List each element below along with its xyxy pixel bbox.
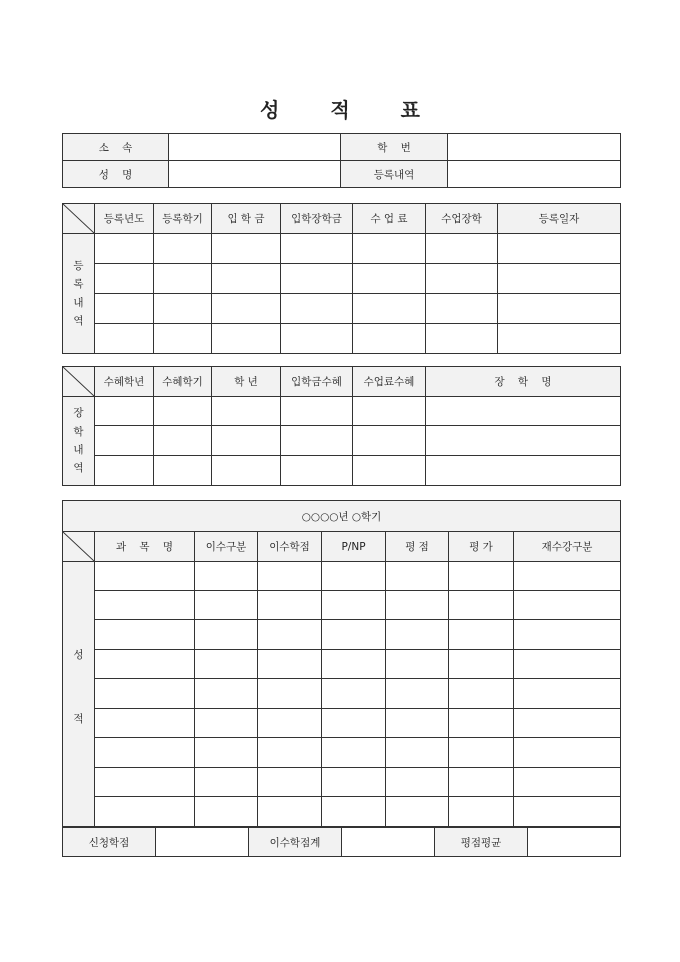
table-cell[interactable] <box>426 426 621 456</box>
table-cell[interactable] <box>195 797 258 827</box>
table-cell[interactable] <box>95 456 154 486</box>
table-cell[interactable] <box>212 264 281 294</box>
table-cell[interactable] <box>322 709 386 738</box>
table-cell[interactable] <box>514 620 621 650</box>
header-course-type: 이수구분 <box>195 532 258 562</box>
table-cell[interactable] <box>95 426 154 456</box>
table-cell[interactable] <box>258 768 322 797</box>
gpa-field[interactable] <box>528 828 621 857</box>
table-cell[interactable] <box>514 591 621 620</box>
registration-label: 등록내역 <box>341 161 448 188</box>
table-cell[interactable] <box>449 738 514 768</box>
table-cell[interactable] <box>258 679 322 709</box>
table-cell[interactable] <box>281 397 353 426</box>
table-cell[interactable] <box>386 768 449 797</box>
table-cell[interactable] <box>95 738 195 768</box>
table-cell[interactable] <box>426 294 498 324</box>
diagonal-corner-cell <box>63 532 95 562</box>
table-cell[interactable] <box>386 679 449 709</box>
header-reg-date: 등록일자 <box>498 204 621 234</box>
table-cell[interactable] <box>498 234 621 264</box>
table-cell[interactable] <box>212 397 281 426</box>
table-cell[interactable] <box>449 797 514 827</box>
table-cell[interactable] <box>212 234 281 264</box>
table-cell[interactable] <box>195 620 258 650</box>
table-cell[interactable] <box>322 591 386 620</box>
table-cell[interactable] <box>353 264 426 294</box>
table-cell[interactable] <box>95 709 195 738</box>
grades-side-label: 성 적 <box>63 562 95 827</box>
header-admission-benefit: 입학금수혜 <box>281 367 353 397</box>
table-cell[interactable] <box>386 738 449 768</box>
name-label: 성 명 <box>63 161 169 188</box>
summary-table <box>62 827 621 857</box>
student-id-label: 학 번 <box>341 134 448 161</box>
table-cell[interactable] <box>386 709 449 738</box>
table-cell[interactable] <box>426 324 498 354</box>
table-cell[interactable] <box>514 709 621 738</box>
header-tuition: 수 업 료 <box>353 204 426 234</box>
table-cell[interactable] <box>95 397 154 426</box>
table-cell[interactable] <box>154 397 212 426</box>
table-cell[interactable] <box>353 456 426 486</box>
table-cell[interactable] <box>514 738 621 768</box>
table-cell[interactable] <box>95 324 154 354</box>
header-subject-name: 과 목 명 <box>95 532 195 562</box>
info-table <box>62 133 621 188</box>
student-id-field[interactable] <box>448 134 621 161</box>
table-cell[interactable] <box>353 234 426 264</box>
table-cell[interactable] <box>426 397 621 426</box>
table-cell[interactable] <box>514 768 621 797</box>
table-cell[interactable] <box>449 679 514 709</box>
table-cell[interactable] <box>322 620 386 650</box>
table-cell[interactable] <box>386 650 449 679</box>
table-cell[interactable] <box>449 591 514 620</box>
applied-credits-label: 신청학점 <box>63 828 156 857</box>
table-cell[interactable] <box>95 768 195 797</box>
table-cell[interactable] <box>154 324 212 354</box>
header-tuition-scholarship: 수업장학 <box>426 204 498 234</box>
table-cell[interactable] <box>514 650 621 679</box>
table-cell[interactable] <box>195 768 258 797</box>
table-cell[interactable] <box>195 709 258 738</box>
table-cell[interactable] <box>195 591 258 620</box>
affiliation-label: 소 속 <box>63 134 169 161</box>
table-cell[interactable] <box>281 426 353 456</box>
header-benefit-grade: 수혜학년 <box>95 367 154 397</box>
table-cell[interactable] <box>95 562 195 591</box>
table-cell[interactable] <box>514 797 621 827</box>
table-cell[interactable] <box>212 456 281 486</box>
table-cell[interactable] <box>281 264 353 294</box>
page-title: 성 적 표 <box>260 98 442 122</box>
earned-credits-field[interactable] <box>342 828 435 857</box>
table-cell[interactable] <box>386 562 449 591</box>
table-cell[interactable] <box>195 738 258 768</box>
table-cell[interactable] <box>353 397 426 426</box>
table-cell[interactable] <box>95 650 195 679</box>
table-cell[interactable] <box>258 738 322 768</box>
table-cell[interactable] <box>386 620 449 650</box>
table-cell[interactable] <box>195 650 258 679</box>
earned-credits-label: 이수학점계 <box>249 828 342 857</box>
table-cell[interactable] <box>258 620 322 650</box>
table-cell[interactable] <box>95 294 154 324</box>
table-cell[interactable] <box>258 709 322 738</box>
table-cell[interactable] <box>95 234 154 264</box>
table-cell[interactable] <box>353 324 426 354</box>
table-cell[interactable] <box>449 768 514 797</box>
table-cell[interactable] <box>258 562 322 591</box>
table-cell[interactable] <box>154 264 212 294</box>
table-cell[interactable] <box>426 264 498 294</box>
diagonal-corner-cell <box>63 204 95 234</box>
table-cell[interactable] <box>322 650 386 679</box>
table-cell[interactable] <box>386 797 449 827</box>
table-cell[interactable] <box>514 562 621 591</box>
table-cell[interactable] <box>449 650 514 679</box>
registration-table <box>62 203 621 354</box>
table-cell[interactable] <box>258 650 322 679</box>
table-cell[interactable] <box>212 324 281 354</box>
table-cell[interactable] <box>498 294 621 324</box>
table-cell[interactable] <box>95 679 195 709</box>
table-cell[interactable] <box>449 709 514 738</box>
table-cell[interactable] <box>281 234 353 264</box>
table-cell[interactable] <box>212 426 281 456</box>
affiliation-field[interactable] <box>169 134 341 161</box>
header-pnp: P/NP <box>322 532 386 562</box>
table-cell[interactable] <box>154 234 212 264</box>
table-cell[interactable] <box>353 426 426 456</box>
table-cell[interactable] <box>95 797 195 827</box>
table-cell[interactable] <box>154 456 212 486</box>
table-cell[interactable] <box>353 294 426 324</box>
table-cell[interactable] <box>281 456 353 486</box>
header-reg-term: 등록학기 <box>154 204 212 234</box>
table-cell[interactable] <box>154 294 212 324</box>
scholarship-table <box>62 366 621 486</box>
table-cell[interactable] <box>449 620 514 650</box>
table-cell[interactable] <box>514 679 621 709</box>
gpa-label: 평점평균 <box>435 828 528 857</box>
table-cell[interactable] <box>322 738 386 768</box>
header-admission-fee: 입 학 금 <box>212 204 281 234</box>
header-tuition-benefit: 수업료수혜 <box>353 367 426 397</box>
name-field[interactable] <box>169 161 341 188</box>
table-cell[interactable] <box>281 324 353 354</box>
scholarship-side-label: 장 학 내 역 <box>63 397 95 486</box>
header-credits: 이수학점 <box>258 532 322 562</box>
header-evaluation: 평 가 <box>449 532 514 562</box>
header-scholarship-name: 장 학 명 <box>426 367 621 397</box>
table-cell[interactable] <box>322 679 386 709</box>
header-grade-point: 평 점 <box>386 532 449 562</box>
table-cell[interactable] <box>322 768 386 797</box>
applied-credits-field[interactable] <box>156 828 249 857</box>
table-cell[interactable] <box>426 456 621 486</box>
table-cell[interactable] <box>212 294 281 324</box>
registration-field[interactable] <box>448 161 621 188</box>
header-school-year: 학 년 <box>212 367 281 397</box>
table-cell[interactable] <box>95 620 195 650</box>
table-cell[interactable] <box>281 294 353 324</box>
diagonal-corner-cell <box>63 367 95 397</box>
grades-table <box>62 500 621 827</box>
header-admission-scholarship: 입학장학금 <box>281 204 353 234</box>
table-cell[interactable] <box>258 797 322 827</box>
header-benefit-term: 수혜학기 <box>154 367 212 397</box>
table-cell[interactable] <box>195 679 258 709</box>
table-cell[interactable] <box>498 264 621 294</box>
table-cell[interactable] <box>322 562 386 591</box>
table-cell[interactable] <box>154 426 212 456</box>
table-cell[interactable] <box>498 324 621 354</box>
table-cell[interactable] <box>95 264 154 294</box>
table-cell[interactable] <box>449 562 514 591</box>
table-cell[interactable] <box>386 591 449 620</box>
registration-side-label: 등 록 내 역 <box>63 234 95 354</box>
term-title: ○○○○년 ○학기 <box>63 501 621 532</box>
header-reg-year: 등록년도 <box>95 204 154 234</box>
header-retake-type: 재수강구분 <box>514 532 621 562</box>
table-cell[interactable] <box>195 562 258 591</box>
table-cell[interactable] <box>322 797 386 827</box>
table-cell[interactable] <box>258 591 322 620</box>
table-cell[interactable] <box>95 591 195 620</box>
table-cell[interactable] <box>426 234 498 264</box>
